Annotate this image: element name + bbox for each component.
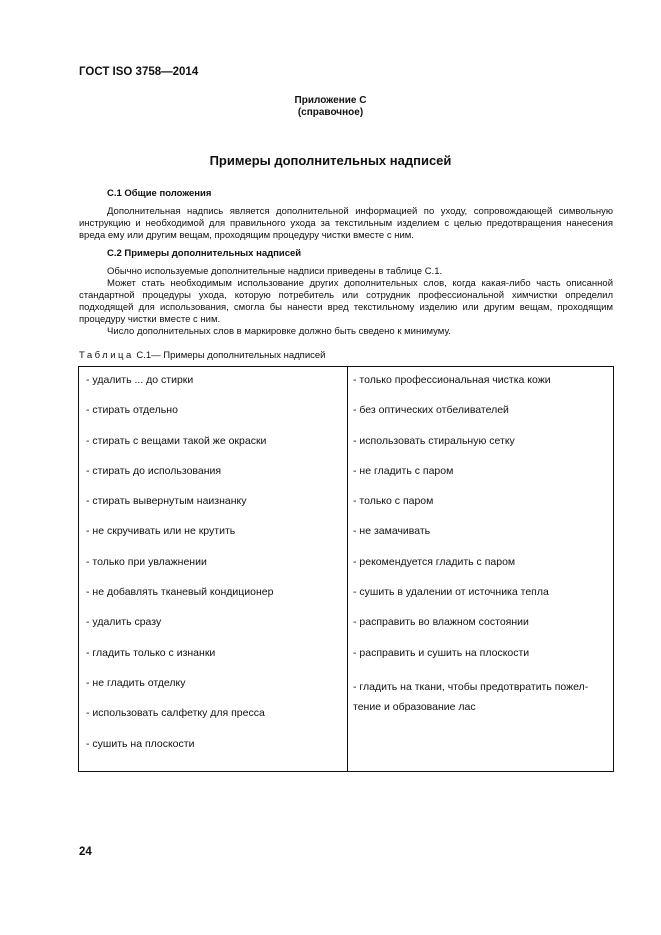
table-cell: - стирать вывернутым наизнанку [86,495,247,508]
column-divider [347,367,348,771]
table-cell: - сушить на плоскости [86,737,195,750]
paragraph: Число дополнительных слов в маркировке должно быть сведено к минимуму. [107,326,451,337]
table-cell: - использовать стиральную сетку [353,434,515,447]
table-cell: - сушить в удалении от источника тепла [353,586,549,599]
table-cell: - не гладить с паром [353,464,454,477]
table-caption [79,350,325,361]
document-code: ГОСТ ISO 3758—2014 [79,66,199,78]
paragraph: Дополнительная надпись является дополнительной информацией по уходу, сопровождающей символьную инструкцию и необходимой для правильного ухода за текстильным изделием с целью предотвращения нанесения вреда ему или другим вещам, проходящим процедуру чистки вместе с ним. [79,206,613,241]
table-column-right [353,374,611,713]
table-cell: - только при увлажнении [86,555,207,568]
table-cell: - без оптических отбеливателей [353,404,509,417]
table-cell: - стирать до использования [86,464,222,477]
table-caption-text: С.1— Примеры дополнительных надписей [133,350,326,361]
table-cell: - стирать отдельно [86,404,178,417]
table-cell: - только с паром [353,495,434,508]
table-cell: - не гладить отделку [86,676,186,689]
table-cell: - расправить и сушить на плоскости [353,646,530,659]
table-cell: - расправить во влажном состоянии [353,616,529,629]
table-cell: - использовать салфетку для пресса [86,707,265,720]
table-caption-label: Таблица [79,350,134,361]
section-examples-body [79,266,613,338]
table-cell: - гладить на ткани, чтобы предотвратить пожел-тение и образование лас [353,680,589,713]
table-cell: - удалить ... до стирки [86,374,194,386]
paragraph: Обычно используемые дополнительные надписи приведены в таблице С.1. [107,266,443,277]
table-cell: - не замачивать [353,525,431,538]
table-cell: - не добавлять тканевый кондиционер [86,586,274,599]
table-cell: - только профессиональная чистка кожи [353,374,551,386]
appendix-title: Приложение С [294,95,367,106]
page-number: 24 [79,846,92,858]
section-heading-general: С.1 Общие положения [107,188,212,199]
paragraph: Может стать необходимым использование других дополнительных слов, когда какая-либо часть описанной стандартной процедуры ухода, которую потребитель или сотрудник профессиональной химчистки определил подходящей для использования, смогла бы нанести вред текстильному изделию или другим вещам, проходящим процедуру чистки вместе с ним. [79,278,613,325]
table-cell: - рекомендуется гладить с паром [353,555,516,568]
table-cell: - удалить сразу [86,616,162,629]
table-cell: - гладить только с изнанки [86,646,216,659]
examples-table [78,366,614,772]
section-heading-examples: С.2 Примеры дополнительных надписей [107,248,302,259]
section-general-body [79,206,613,242]
table-cell: - стирать с вещами такой же окраски [86,434,267,447]
page-title: Примеры дополнительных надписей [209,153,452,168]
appendix-subtitle: (справочное) [297,107,364,118]
table-cell: - не скручивать или не крутить [86,525,236,538]
table-column-left [86,374,341,768]
